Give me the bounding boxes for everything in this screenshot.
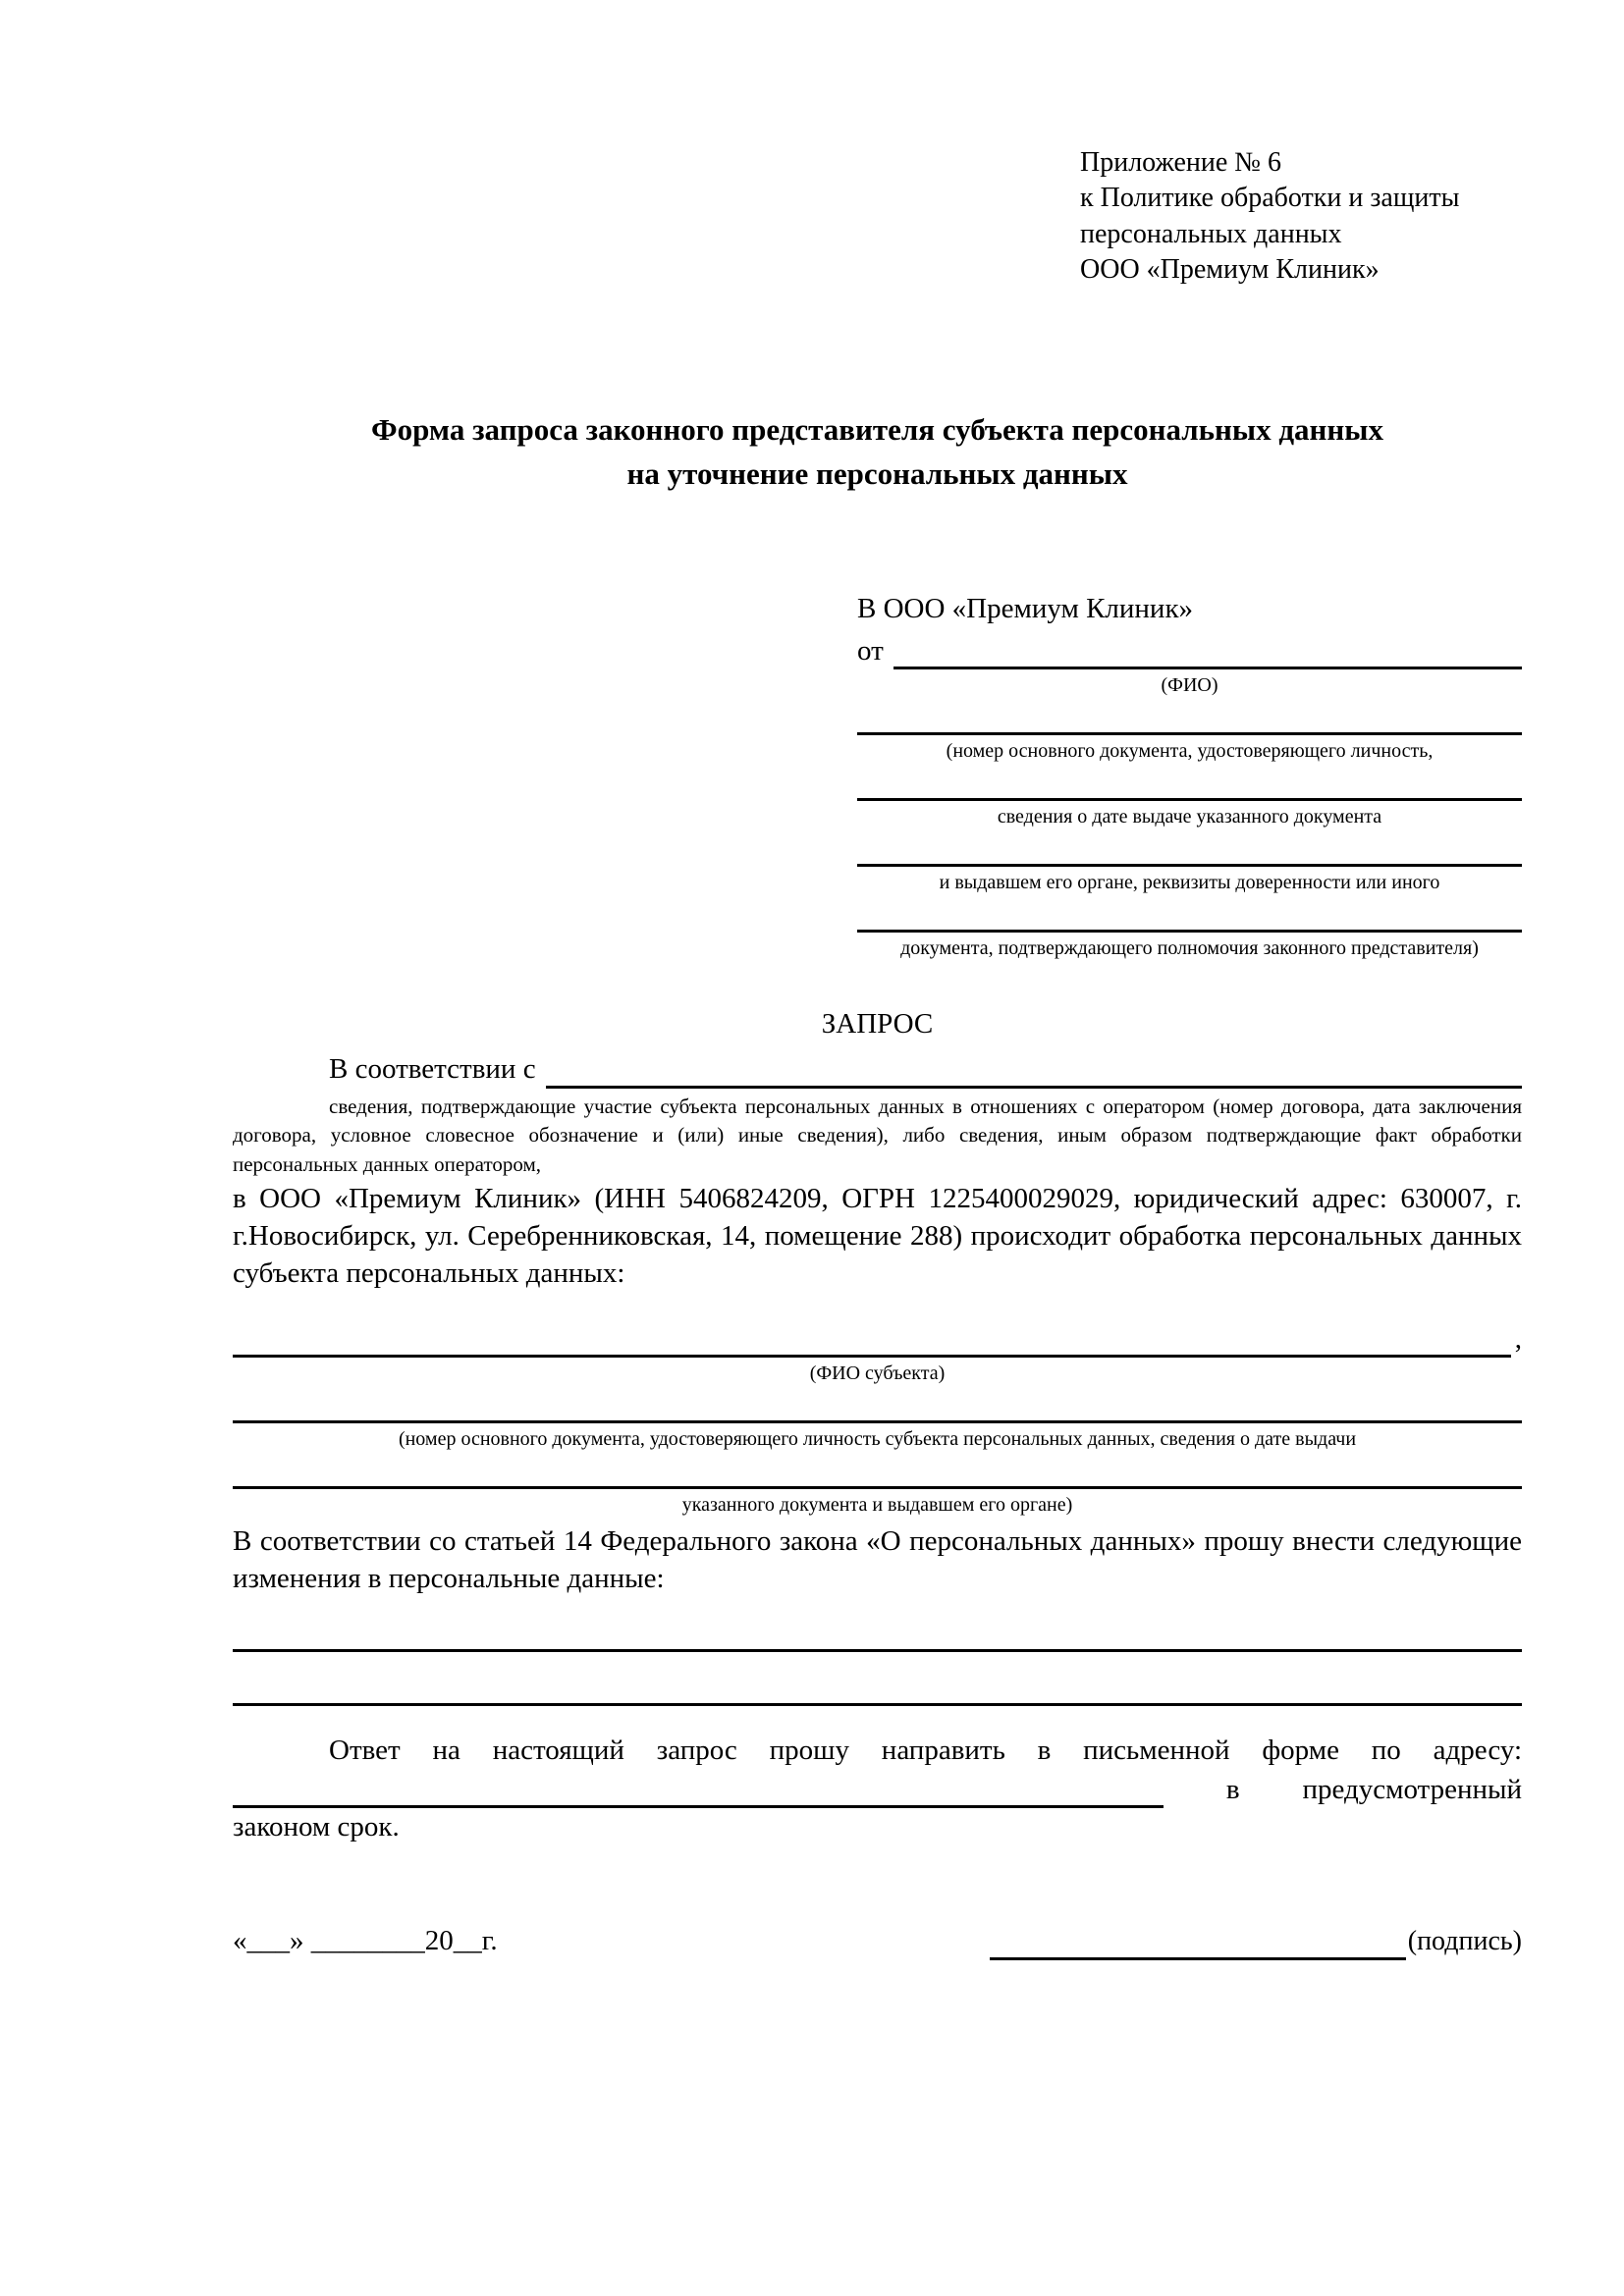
response-address-field[interactable] (233, 1773, 1164, 1808)
document-title (233, 408, 1522, 497)
response-address-row (233, 1771, 1522, 1808)
basis-field[interactable] (546, 1051, 1522, 1089)
response-word-in: в (1225, 1773, 1240, 1805)
law-paragraph: В соответствии со статьей 14 Федерального закона «О персональных данных» прошу внести следующие изменения в персональные данные: (233, 1525, 1522, 1595)
representative-doc-caption-4: документа, подтверждающего полномочия законного представителя) (900, 936, 1479, 959)
representative-doc-caption-1: (номер основного документа, удостоверяющего личность, (946, 739, 1434, 762)
appendix-header (1080, 145, 1522, 289)
signature-caption: (подпись) (1407, 1925, 1522, 1956)
request-heading: ЗАПРОС (821, 1007, 934, 1040)
response-word-stipulated: предусмотренный (1302, 1773, 1522, 1805)
document-title-line-1: Форма запроса законного представителя субъекта персональных данных (371, 411, 1383, 447)
representative-doc-caption-2: сведения о дате выдаче указанного документа (997, 805, 1382, 828)
basis-caption: сведения, подтверждающие участие субъекта персональных данных в отношениях с оператором (номер договора, дата заключения договора, условное словесное обозначение и (или) иные сведения), либо сведения, иным образом подтверждающие факт обработки персональных данных оператором, (233, 1094, 1522, 1177)
representative-doc-field-2 (857, 798, 1522, 828)
subject-fio-line[interactable] (233, 1355, 1511, 1358)
representative-fio-field[interactable] (893, 632, 1522, 669)
subject-doc-caption-2: указанного документа и выдавшем его органе) (681, 1494, 1073, 1516)
subject-doc-field-1 (233, 1420, 1522, 1451)
subject-doc-field-2 (233, 1486, 1522, 1517)
appendix-header-line-4: ООО «Премиум Клиник» (1080, 254, 1380, 286)
basis-prefix: В соответствии с (329, 1053, 536, 1086)
changes-field-line-1[interactable] (233, 1649, 1522, 1652)
fio-caption: (ФИО) (1161, 673, 1218, 696)
subject-fio-caption: (ФИО субъекта) (809, 1362, 946, 1384)
representative-doc-field-1 (857, 732, 1522, 763)
signature-group (990, 1924, 1522, 1960)
from-row (857, 632, 1522, 669)
subject-doc-caption-1: (номер основного документа, удостоверяющего личность субъекта персональных данных, сведения о дате выдачи (398, 1428, 1357, 1450)
representative-doc-field-4 (857, 930, 1522, 960)
document-title-line-2: на уточнение персональных данных (626, 455, 1128, 491)
representative-doc-field-3 (857, 864, 1522, 894)
response-closing: законом срок. (233, 1811, 400, 1843)
footer-row (233, 1922, 1522, 1959)
signature-field[interactable] (990, 1925, 1406, 1960)
appendix-header-line-1: Приложение № 6 (1080, 147, 1281, 178)
appendix-header-line-2: к Политике обработки и защиты (1080, 183, 1460, 214)
addressee-to: В ООО «Премиум Клиник» (857, 593, 1194, 625)
date-field[interactable]: «___» ________20__г. (233, 1925, 498, 1957)
basis-row (233, 1050, 1522, 1088)
response-paragraph-line-1: Ответ на настоящий запрос прошу направить в письменной форме по адресу: (329, 1734, 1522, 1766)
addressee-block (857, 590, 1522, 960)
changes-field-line-2[interactable] (233, 1703, 1522, 1706)
subject-fio-comma: , (1514, 1322, 1522, 1355)
from-label: от (857, 634, 884, 667)
operator-paragraph: в ООО «Премиум Клиник» (ИНН 5406824209, ОГРН 1225400029029, юридический адрес: 630007, г. г.Новосибирск, ул. Серебренниковская, 14, помещение 288) происходит обработка персональных данных субъекта персональных данных: (233, 1182, 1522, 1290)
appendix-header-line-3: персональных данных (1080, 218, 1342, 249)
subject-fio-row (233, 1320, 1522, 1358)
representative-doc-caption-3: и выдавшем его органе, реквизиты доверенности или иного (939, 871, 1440, 893)
